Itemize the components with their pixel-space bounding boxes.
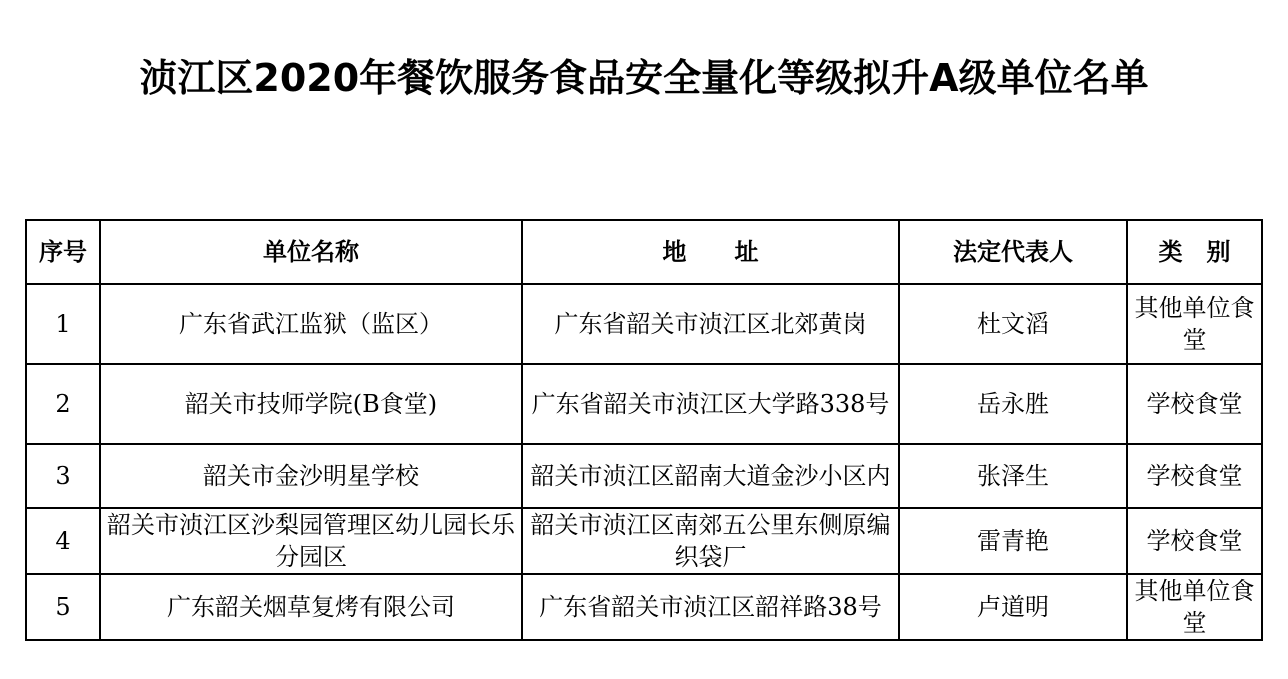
header-address: 地 址 bbox=[522, 220, 899, 284]
table-row bbox=[26, 508, 1262, 574]
cell-category: 其他单位食堂 bbox=[1127, 574, 1262, 640]
header-category: 类 别 bbox=[1127, 220, 1262, 284]
cell-category: 学校食堂 bbox=[1127, 364, 1262, 444]
cell-legal-representative: 杜文滔 bbox=[899, 284, 1127, 364]
cell-category: 学校食堂 bbox=[1127, 508, 1262, 574]
table-row bbox=[26, 284, 1262, 364]
cell-serial-number: 2 bbox=[26, 364, 100, 444]
cell-unit-name: 广东省武江监狱（监区） bbox=[100, 284, 522, 364]
cell-address: 韶关市浈江区南郊五公里东侧原编织袋厂 bbox=[522, 508, 899, 574]
cell-unit-name: 韶关市浈江区沙梨园管理区幼儿园长乐分园区 bbox=[100, 508, 522, 574]
header-serial-number: 序号 bbox=[26, 220, 100, 284]
cell-category: 其他单位食堂 bbox=[1127, 284, 1262, 364]
cell-serial-number: 1 bbox=[26, 284, 100, 364]
cell-legal-representative: 张泽生 bbox=[899, 444, 1127, 508]
table-row bbox=[26, 574, 1262, 640]
cell-serial-number: 4 bbox=[26, 508, 100, 574]
cell-address: 广东省韶关市浈江区韶祥路38号 bbox=[522, 574, 899, 640]
cell-address: 广东省韶关市浈江区大学路338号 bbox=[522, 364, 899, 444]
header-unit-name: 单位名称 bbox=[100, 220, 522, 284]
cell-legal-representative: 雷青艳 bbox=[899, 508, 1127, 574]
cell-legal-representative: 卢道明 bbox=[899, 574, 1127, 640]
cell-serial-number: 3 bbox=[26, 444, 100, 508]
table-row bbox=[26, 444, 1262, 508]
table-row bbox=[26, 364, 1262, 444]
cell-unit-name: 韶关市技师学院(B食堂) bbox=[100, 364, 522, 444]
cell-serial-number: 5 bbox=[26, 574, 100, 640]
cell-address: 韶关市浈江区韶南大道金沙小区内 bbox=[522, 444, 899, 508]
cell-legal-representative: 岳永胜 bbox=[899, 364, 1127, 444]
cell-unit-name: 广东韶关烟草复烤有限公司 bbox=[100, 574, 522, 640]
cell-category: 学校食堂 bbox=[1127, 444, 1262, 508]
document-title: 浈江区2020年餐饮服务食品安全量化等级拟升A级单位名单 bbox=[139, 56, 1149, 100]
table-header-row bbox=[26, 220, 1262, 284]
cell-unit-name: 韶关市金沙明星学校 bbox=[100, 444, 522, 508]
cell-address: 广东省韶关市浈江区北郊黄岗 bbox=[522, 284, 899, 364]
unit-list-table bbox=[25, 219, 1263, 641]
header-legal-representative: 法定代表人 bbox=[899, 220, 1127, 284]
